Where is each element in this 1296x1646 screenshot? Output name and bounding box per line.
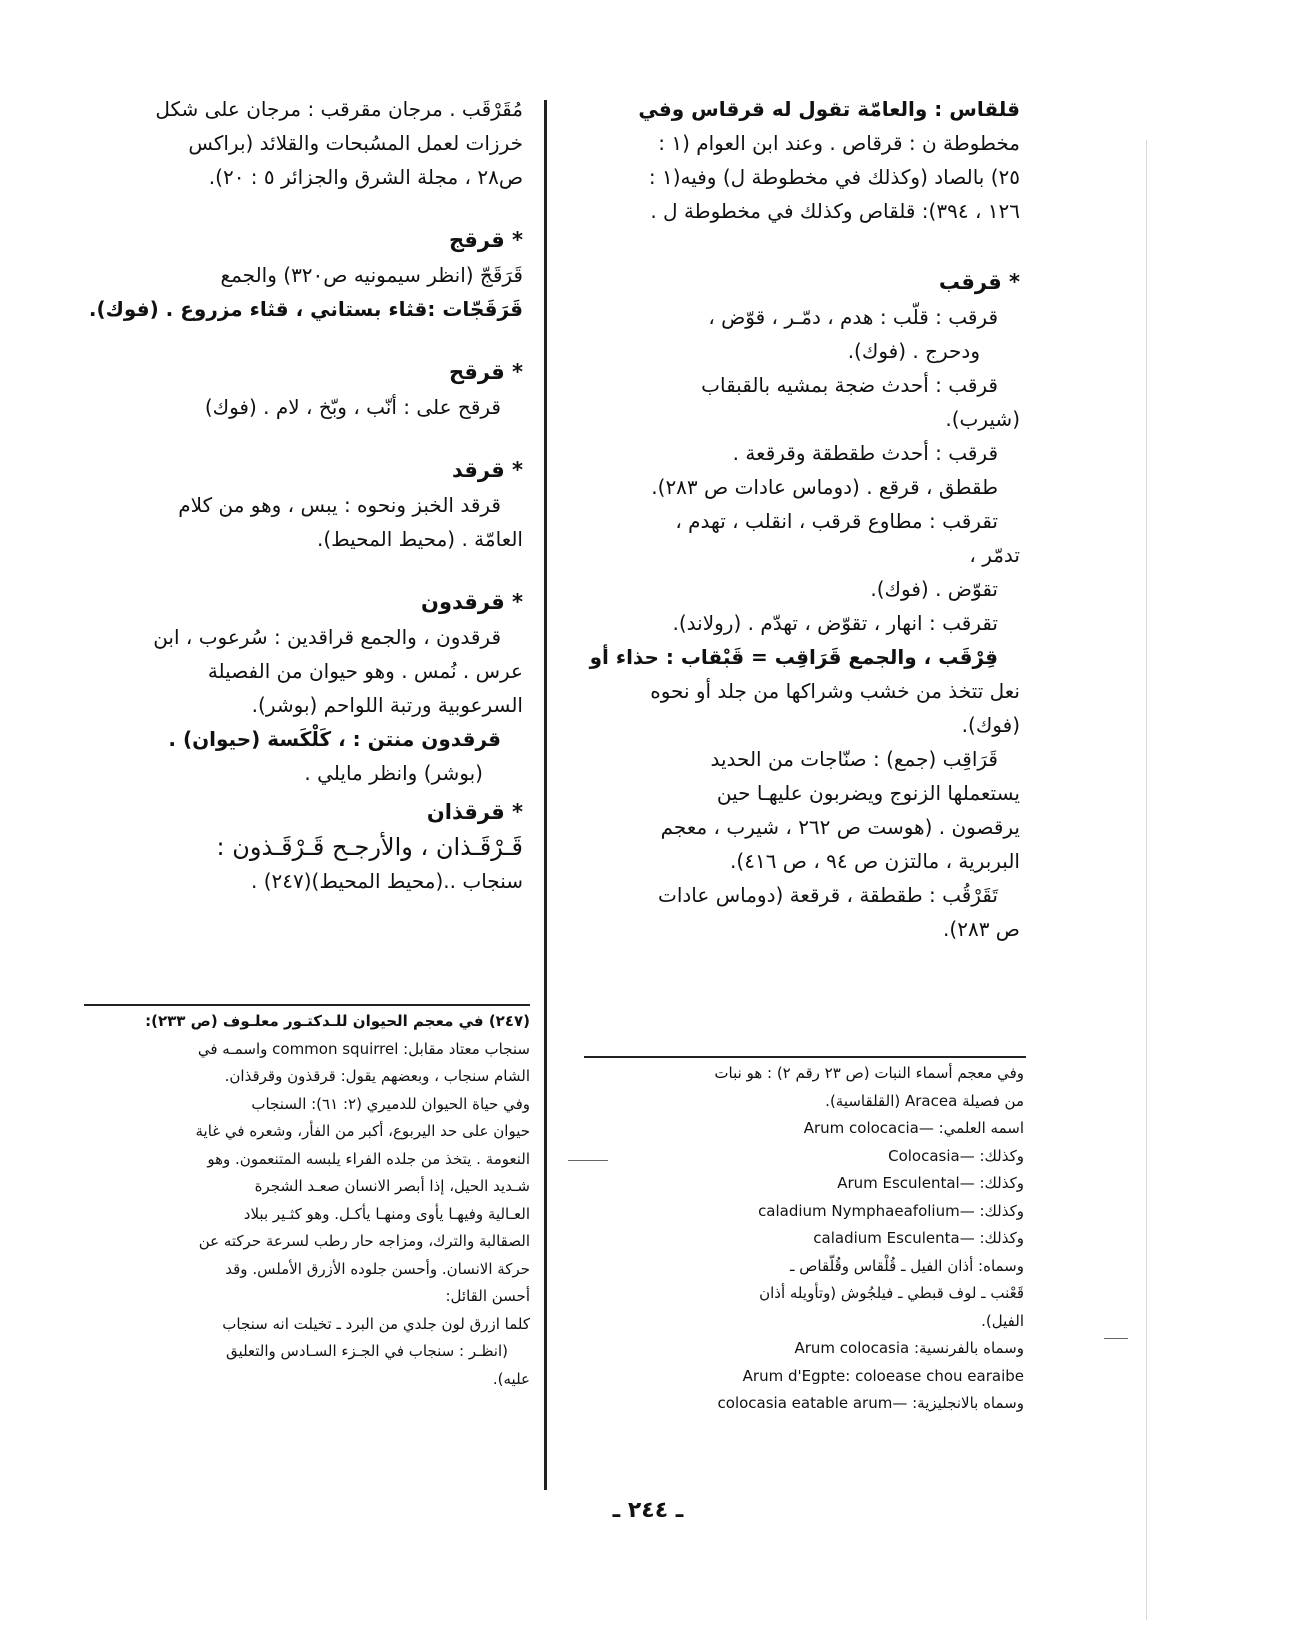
- footnote-line: وفي حياة الحيوان للدميري (٢: ٦١): السنجاب: [251, 1094, 530, 1113]
- text-line: مخطوطة ن : قرقاص . وعند ابن العوام (١ :: [658, 131, 1020, 155]
- entry-heading: * قرقج: [449, 228, 523, 252]
- text-line: (بوشر) وانظر مايلي .: [304, 761, 483, 785]
- text-line: يستعملها الزنوج ويضربون عليهـا حين: [716, 781, 1020, 805]
- text-line: تقوّض . (فوك).: [870, 577, 998, 601]
- text-line: تقرقب : انهار ، تقوّض ، تهدّم . (رولاند).: [672, 611, 998, 635]
- text-line: عرس . نُمس . وهو حيوان من الفصيلة: [207, 659, 523, 683]
- text-line: قرقدون منتن : ، كَلْكَسة (حيوان) .: [168, 727, 501, 751]
- text-line: (شيرب).: [945, 407, 1020, 431]
- text-line: قَرَقَجّات :قثاء بستاني ، قثاء مزروع . (فوك).: [88, 297, 523, 321]
- text-line: قَـرْقَـذان ، والأرجـح قَـرْقَـذون :: [216, 833, 523, 861]
- text-line: (فوك).: [961, 713, 1020, 737]
- text-line: قلقاس : والعامّة تقول له قرقاس وفي: [638, 97, 1020, 121]
- right-column: [580, 92, 1020, 946]
- footnote-rule: [584, 1056, 1026, 1058]
- footnote-line: وسماه بالفرنسية: Arum colocasia: [794, 1339, 1024, 1357]
- footnote-line: وسماه بالانجليزية: —colocasia eatable arum: [717, 1394, 1024, 1412]
- entry-heading: * قرقد: [452, 458, 523, 482]
- footnote-line: كلما ازرق لون جلدي من البرد ـ تخيلت انه سنجاب: [222, 1314, 530, 1333]
- entry-body: [580, 300, 1020, 946]
- entry-heading: * قرقح: [449, 360, 523, 384]
- left-column: [78, 92, 523, 898]
- entry-heading: * قرقب: [938, 270, 1020, 294]
- footnote-line: وكذلك: —Arum Esculental: [837, 1174, 1024, 1192]
- left-intro: [78, 92, 523, 194]
- footnote-line: حركة الانسان. وأحسن جلوده الأزرق الأملس. وقد: [225, 1259, 530, 1278]
- footnote-line: (انظـر : سنجاب في الجـزء السـادس والتعليق: [226, 1342, 508, 1360]
- entry-heading: * قرقذان: [426, 800, 523, 824]
- text-line: تَقَرْقُب : طقطقة ، قرقعة (دوماس عادات: [658, 883, 998, 907]
- text-line: تقرقب : مطاوع قرقب ، انقلب ، تهدم ،: [675, 509, 998, 533]
- text-line: قرقدون ، والجمع قراقدين : سُرعوب ، ابن: [153, 625, 501, 649]
- text-line: مُقَرْقَب . مرجان مقرقب : مرجان على شكل: [155, 97, 523, 121]
- right-footnote: [588, 1060, 1024, 1418]
- text-line: نعل تتخذ من خشب وشراكها من جلد أو نحوه: [650, 679, 1020, 703]
- text-line: ص٢٨ ، مجلة الشرق والجزائر ٥ : ٢٠).: [208, 165, 523, 189]
- column-divider: [544, 100, 547, 1490]
- text-line: ص ٢٨٣).: [943, 917, 1020, 941]
- text-line: خرزات لعمل المسُبحات والقلائد (براكس: [188, 131, 523, 155]
- footnote-line: الشام سنجاب ، وبعضهم يقول: قرقذون وقرقذان.: [224, 1067, 530, 1085]
- footnote-line: عليه).: [492, 1369, 530, 1388]
- text-line: قرقب : أحدث طقطقة وقرقعة .: [732, 441, 998, 465]
- footnote-line: الصقالبة والترك، ومزاجه حار رطب لسرعة حركته عن: [198, 1232, 530, 1250]
- footnote-line: اسمه العلمي: —Arum colocacia: [803, 1119, 1024, 1137]
- text-line: قرقح على : أنّب ، وبّخ ، لام . (فوك): [204, 395, 501, 419]
- text-line: قرقب : قلّب : هدم ، دمّـر ، قوّض ،: [708, 305, 998, 329]
- footnote-line: العـالية وفيهـا يأوى ومنهـا يأكـل. وهو كثـير ببلاد: [243, 1204, 530, 1223]
- text-line: العامّة . (محيط المحيط).: [316, 527, 523, 551]
- text-line: قِرْقَب ، والجمع قَرَاقِب = قَبْقاب : حذاء أو: [589, 645, 998, 669]
- text-line: يرقصون . (هوست ص ٢٦٢ ، شيرب ، معجم: [660, 815, 1020, 839]
- footnote-line: الفيل).: [981, 1311, 1024, 1330]
- text-line: قَرَاقِب (جمع) : صنّاجات من الحديد: [710, 747, 998, 771]
- footnote-line: شـديد الحيل، إذا أبصر الانسان صعـد الشجرة: [254, 1177, 530, 1195]
- left-footnote: [84, 1008, 530, 1393]
- scan-edge: [1146, 140, 1147, 1620]
- footnote-line: النعومة . يتخذ من جلده الفراء يلبسه المتنعمون. وهو: [207, 1149, 530, 1168]
- footnote-line: أحسن القائل:: [445, 1287, 530, 1305]
- footnote-line: (٢٤٧) في معجم الحيوان للـدكتـور معلـوف (ص ٢٣٣):: [145, 1012, 530, 1030]
- text-line: البربرية ، مالتزن ص ٩٤ ، ص ٤١٦).: [730, 849, 1020, 873]
- text-line: طقطق ، قرقع . (دوماس عادات ص ٢٨٣).: [651, 475, 998, 499]
- page-number: ـ ٢٤٤ ـ: [612, 1498, 684, 1523]
- footnote-line: قَعْنب ـ لوف قبطي ـ فيلجُوش (وتأويله أذان: [759, 1284, 1024, 1302]
- text-line: قرقد الخبز ونحوه : يبس ، وهو من كلام: [178, 493, 501, 517]
- footnote-line: وفي معجم أسماء النبات (ص ٢٣ رقم ٢) : هو نبات: [714, 1064, 1024, 1082]
- footnote-rule: [84, 1004, 530, 1006]
- entry-heading: * قرقدون: [421, 590, 523, 614]
- text-line: تدمّر ،: [969, 543, 1020, 567]
- footnote-line: وكذلك: —caladium Nymphaeafolium: [758, 1201, 1024, 1220]
- right-intro: [580, 92, 1020, 228]
- margin-mark: [1104, 1338, 1128, 1339]
- footnote-line: وكذلك: —Colocasia: [888, 1146, 1024, 1165]
- footnote-line: وكذلك: —caladium Esculenta: [813, 1229, 1024, 1247]
- text-line: ودحرج . (فوك).: [847, 339, 980, 363]
- footnote-line: من فصيلة Aracea (القلقاسية).: [825, 1091, 1024, 1110]
- text-line: قرقب : أحدث ضجة بمشيه بالقبقاب: [701, 373, 998, 397]
- text-line: السرعوبية ورتبة اللواحم (بوشر).: [251, 693, 523, 717]
- text-line: ٢٥) بالصاد (وكذلك في مخطوطة ل) وفيه(١ :: [648, 165, 1020, 189]
- text-line: قَرَقَجّ (انظر سيمونيه ص٣٢٠) والجمع: [220, 263, 523, 287]
- text-line: سنجاب ..(محيط المحيط)(٢٤٧) .: [250, 869, 523, 893]
- footnote-line: سنجاب معتاد مقابل: common squirrel واسمـه في: [197, 1039, 530, 1058]
- footnote-line: Arum d'Egpte: coloease chou earaibe: [742, 1366, 1024, 1385]
- text-line: ١٢٦ ، ٣٩٤): قلقاص وكذلك في مخطوطة ل .: [650, 199, 1020, 223]
- footnote-line: وسماه: أذان الفيل ـ قُلْقاس وقُلّقاص ـ: [790, 1256, 1024, 1275]
- footnote-line: حيوان على حد اليربوع، أكبر من الفأر، وشعره في غاية: [195, 1122, 530, 1140]
